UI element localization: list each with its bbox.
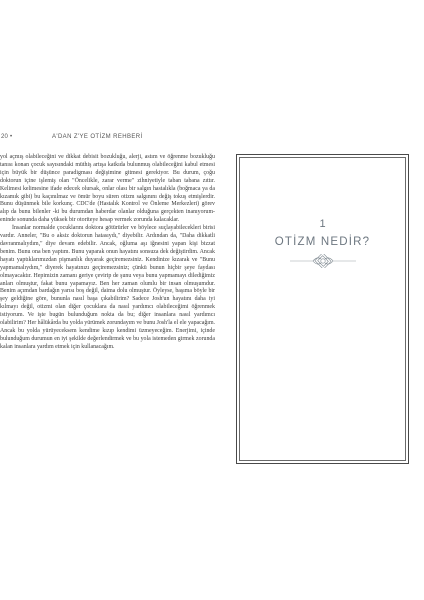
chapter-title-box (236, 154, 409, 464)
page-header (0, 134, 232, 146)
chapter-title: OTİZM NEDİR? (274, 236, 371, 249)
running-title: A'DAN Z'YE OTİZM REHBERİ (52, 134, 143, 140)
chapter-number: 1 (319, 218, 326, 231)
chapter-title-box-inner-border (239, 157, 405, 460)
celtic-knot-ornament-icon (288, 254, 358, 268)
paragraph-1: yol açmış olabileceğini ve dikkat debisit bozukluğu, alerji, astım ve öğrenme bozukluğu tanısı konan çocuk sayısındaki müthiş artışa katkıda bulunmuş olabileceğini kabul etmesi için büyük bir düşünce paradigması değişimine gitmesi gerekiyor. Bu durum, çoğu doktorun içine işlemiş olan "Öncelikle, zarar verme" zihniyetiyle taban tabana zıttır. Kelimesi kelimesine ifade edecek olursak, onlar olası bir salgın hastalıkla (boğmaca ya da kızamık gibi) bu kaçınılmaz ve ömür boyu süren otizm salgınını değiş tokuş etmişlerdir. Bunu düşünmek bile korkunç. CDC'de (Hastalık Kontrol ve Önleme Merkezleri) görev alıp da bunu bilenler -ki bu durumdan haberdar olanlar olduğuna gerçekten inanıyorum- eninde sonunda daha yüksek bir otoriteye hesap vermek zorunda kalacaklar. (0, 154, 215, 224)
body-text (0, 154, 215, 352)
paragraph-2: İnsanlar normalde çocuklarını doktora götürürler ve böylece suçlayabilecekleri birisi vardır. Anneler, "Bu o aksiz doktorun hatasıydı," diyebilir. Ardından da, "Daha dikkatli davranmalıydım," diye devam edebilir. Ancak, oğluma aşı iğnesini yapan kişi bizzat benim. Bunu ona ben yaptım. Bunu yaparak onun hayatını sonsuza dek değiştirdim. Ancak hayatı yaptıklarımızdan pişmanlık duyarak geçiremezsiniz. Kendinize kızarak ve "Bunu yapmamalıydım," diyerek hayatınızı geçiremezsiniz; çünkü bunun hiçbir şeye faydası olmayacaktır. Hepimizin zamanı geriye çevirip de şunu veya bunu yapmamayı dilediğimiz anları olmuştur, fakat bunu yapamayız. Ben her zaman olumlu bir insan olmuşumdur. Benim açımdan bardağın yarısı boş değil, daima dolu olmuştur. Öyleyse, başıma böyle bir şey geldiğine göre, bununla nasıl başa çıkabilirim? Sadece Josh'un hayatını daha iyi kılmayı değil, otizmi olan diğer çocuklara da nasıl yardımcı olabileceğimi öğrenmek istiyorum. Ve işte bugün bulunduğum nokta da bu; diğer insanlara nasıl yardımcı olabilirim? Her hâlükârda bu yolda yürümek zorundayım ve bunu Josh'la el ele yapacağım. Ancak bu yolda yürüyeceksem kendime kızıp kendimi üzmeyeceğim. Enerjimi, içinde bulunduğum durumun en iyi şekilde değerlendirmek ve bu yola istemeden girmek zorunda kalan insanlara yardım etmek için kullanacağım. (0, 225, 215, 350)
page-number: 20 • (1, 134, 13, 140)
